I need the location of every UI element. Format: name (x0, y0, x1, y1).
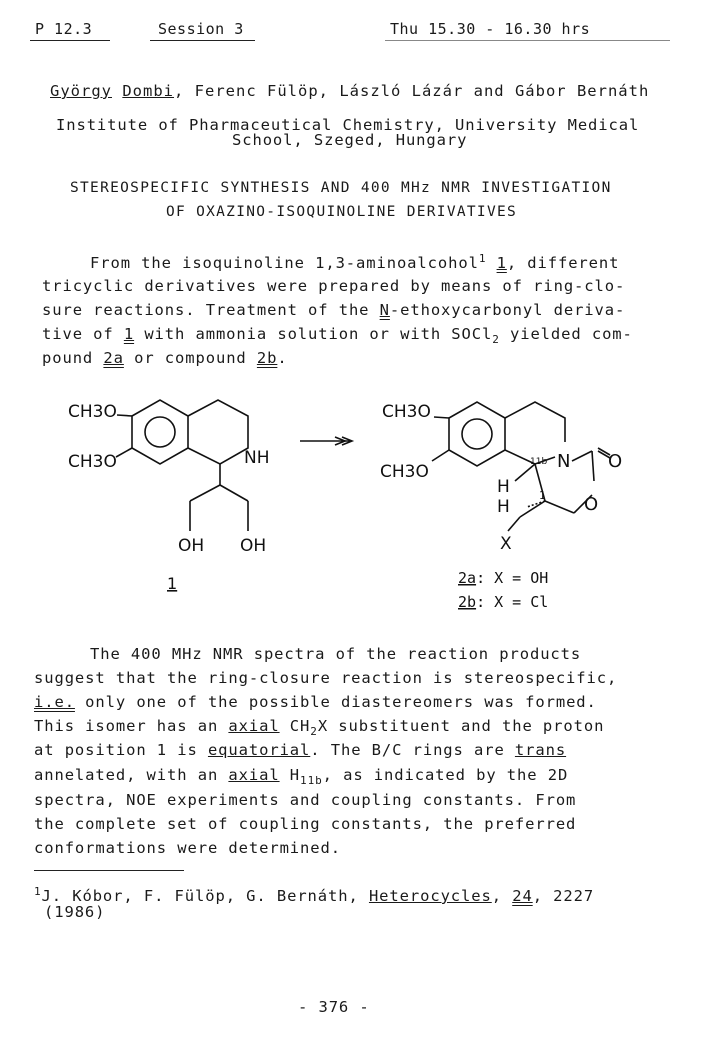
para2-line-9: conformations were determined. (34, 839, 341, 857)
left-ome-2: CH3O (68, 452, 117, 472)
title-line-2: OF OXAZINO-ISOQUINOLINE DERIVATIVES (166, 204, 518, 220)
para2-line-4: This isomer has an axial $CH_2X$ substituent and the proton (34, 717, 605, 739)
header-rule-2 (150, 40, 255, 41)
page-number: - 376 - (298, 998, 370, 1016)
title-line-1: STEREOSPECIFIC SYNTHESIS AND 400 MHz NMR INVESTIGATION (70, 180, 612, 196)
right-ring-oxygen: O (584, 494, 599, 515)
reaction-scheme (0, 385, 704, 620)
para2-line-2: suggest that the ring-closure reaction is stereospecific, (34, 669, 618, 687)
left-aromatic-circle (145, 417, 175, 447)
right-ome-1: CH3O (382, 402, 431, 422)
right-nitrogen: N (557, 451, 571, 472)
left-nh: NH (244, 448, 270, 468)
left-compound-label: 1 (167, 574, 178, 593)
para2-line-5: at position 1 is equatorial. The B/C rings are trans (34, 741, 567, 759)
right-h-11b: H (497, 477, 510, 497)
header-time: Thu 15.30 - 16.30 hrs (390, 20, 591, 38)
right-position-1: 1 (539, 489, 546, 502)
affiliation-line-2: School, Szeged, Hungary (232, 131, 468, 149)
para1-line-2: tricyclic derivatives were prepared by means of ring-clo- (42, 277, 626, 295)
right-h-1: H (497, 497, 510, 517)
header-code: P 12.3 (35, 20, 93, 38)
affiliation-line-1: Institute of Pharmaceutical Chemistry, University Medical (56, 116, 640, 134)
para2-line-8: the complete set of coupling constants, the preferred (34, 815, 577, 833)
left-benzene-ring (132, 400, 188, 464)
author-last-name: Dombi (122, 82, 175, 100)
header-rule-1 (30, 40, 110, 41)
left-ome-1: CH3O (68, 402, 117, 422)
left-piperidine-ring (188, 400, 248, 464)
para2-line-7: spectra, NOE experiments and coupling constants. From (34, 791, 577, 809)
para1-line-4: tive of 1 with ammonia solution or with SOCl$_2$ yielded com- (42, 325, 633, 347)
right-carbonyl-oxygen: O (608, 451, 623, 472)
header-rule-3 (385, 40, 670, 41)
footnote-rule (34, 870, 184, 871)
left-oh-2: OH (240, 536, 267, 556)
para1-line-5: pound 2a or compound 2b. (42, 349, 288, 367)
footnote-line-1: $^1$J. Kóbor, F. Fülöp, G. Bernáth, Heterocycles, 24, 2227 (34, 885, 595, 906)
authors-rest: , Ferenc Fülöp, László Lázár and Gábor Bernáth (174, 82, 650, 100)
footnote-line-2: (1986) (44, 903, 106, 921)
para2-line-6: annelated, with an axial $H_{11b}$, as indicated by the 2D (34, 766, 569, 788)
para1-line-3: sure reactions. Treatment of the N-ethoxycarbonyl deriva- (42, 301, 626, 319)
label-2a: 2a: X = OH (458, 569, 549, 587)
right-ring-b (505, 402, 565, 442)
left-oh-1: OH (178, 536, 205, 556)
para2-line-3: i.e. only one of the possible diastereomers was formed. (34, 693, 597, 711)
para2-line-1: The 400 MHz NMR spectra of the reaction products (90, 645, 582, 663)
para1-line-1: From the isoquinoline 1,3-aminoalcohol$^1$ 1, different (90, 252, 620, 273)
right-benzene-ring (449, 402, 505, 466)
author-first-name: György (50, 82, 112, 100)
right-aromatic-circle (462, 419, 492, 449)
label-2b: 2b: X = Cl (458, 593, 549, 611)
right-x-substituent: X (500, 534, 512, 554)
authors-line (50, 82, 649, 100)
header-session: Session 3 (158, 20, 244, 38)
right-position-11b: 11b (530, 457, 548, 467)
right-ome-2: CH3O (380, 462, 429, 482)
